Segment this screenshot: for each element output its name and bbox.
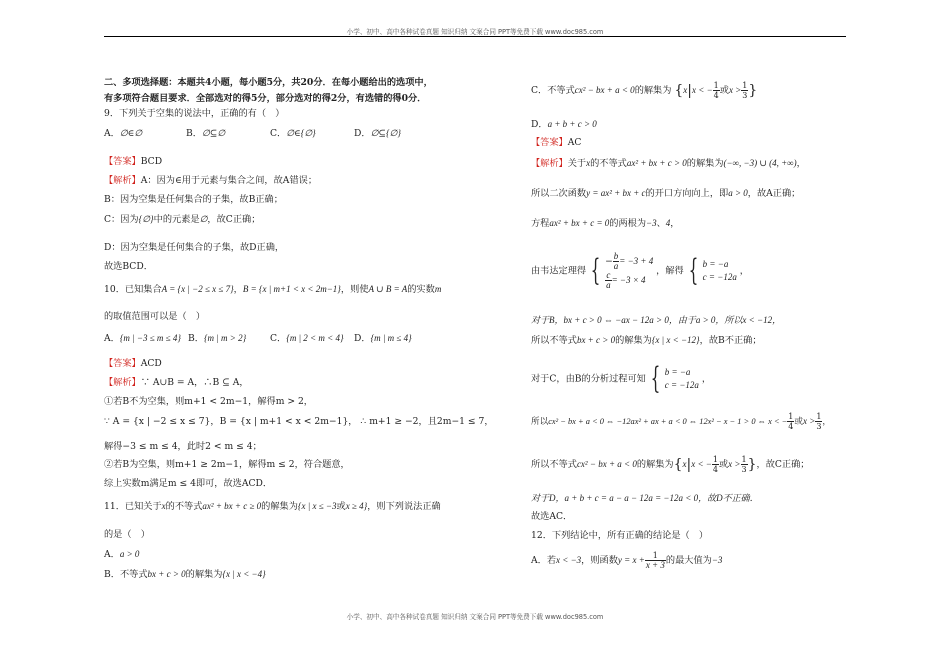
- q11-exp-3b: ax² + bx + c = 0: [549, 218, 610, 228]
- q11-exp-9-frac-2: $\frac{1}{3}$: [741, 455, 747, 474]
- q11-exp-8-frac-2: $\frac{1}{3}$: [816, 412, 822, 431]
- q11-var-x: x: [161, 501, 166, 511]
- q11-option-c-gt: x >: [728, 85, 742, 95]
- q9-explanation-3d: ∅: [199, 214, 208, 224]
- q10-cond: A ∪ B = A: [368, 284, 408, 294]
- q9-option-b-label: B．: [186, 128, 202, 139]
- q11-exp-3c: 的两根为: [609, 218, 647, 229]
- q11-option-d-math: a + b + c > 0: [547, 119, 597, 129]
- q9-explanation-4: D：因为空集是任何集合的子集，故D正确，: [104, 242, 285, 253]
- q11-exp-4a: 由韦达定理得: [531, 265, 587, 277]
- q10-option-d-math: {m | m ≤ 4}: [370, 333, 412, 343]
- q11-exp-7b: ，: [701, 373, 712, 385]
- section-title-line-2: 有多项符合题目要求．全部选对的得5分，部分选对的得2分，有选错的得0分．: [104, 93, 427, 104]
- q9-option-a-math: ∅∈∅: [119, 128, 143, 138]
- q11-exp-9-frac-1: $\frac{1}{4}$: [712, 455, 718, 474]
- q10-set-b: B = {x | m+1 < x < 2m−1}: [242, 284, 341, 294]
- q10-set-a: A = {x | −2 ≤ x ≤ 7}: [161, 284, 234, 294]
- q11-option-b-label: B．不等式: [104, 569, 148, 580]
- q9-option-d-math: ∅⊆{∅}: [370, 128, 401, 138]
- q10-explanation-1: ∵ A∪B = A，∴B ⊆ A，: [140, 377, 249, 388]
- q11-exp-3f: 4: [665, 218, 671, 228]
- q12-option-a-end: 的最大值为: [665, 555, 712, 566]
- q10-explanation-4: 解得−3 ≤ m ≤ 4，此时2 < m ≤ 4；: [104, 441, 262, 452]
- q9-explanation-tag: 【解析】: [104, 175, 141, 186]
- q9-explanation-3c: 中的元素是: [153, 214, 200, 225]
- q9-answer: BCD: [140, 156, 163, 167]
- q9-option-c-label: C．: [270, 128, 287, 139]
- q11-stem-e: 的是（ ）: [104, 529, 150, 540]
- vieta-system: − $\frac{b}{a}$ = −3 + 4 $\frac{c}{a}$ = −3 × 4: [605, 251, 654, 290]
- q10-option-d-label: D．: [354, 333, 371, 344]
- q12-option-a-frac: $\frac{1}{x + 3}$: [645, 551, 665, 570]
- q12-stem: 12．下列结论中，所有正确的结论是（ ）: [531, 530, 709, 541]
- q12-option-a-value: −3: [711, 555, 723, 565]
- q11-answer: AC: [567, 137, 582, 148]
- q11-exp-1x: x: [586, 158, 591, 168]
- q11-sol-a: {x | x ≤ −3: [297, 501, 337, 511]
- q11-option-d-label: D．: [531, 119, 548, 130]
- q12-option-a-mid: ，则函数: [581, 555, 618, 566]
- solution-system: b = −a c = −12a: [702, 259, 737, 282]
- q11-option-c-label: C．不等式: [531, 85, 575, 96]
- q11-option-c-math: cx² − bx + a < 0: [574, 85, 635, 95]
- q11-conclusion: 故选AC．: [531, 511, 573, 522]
- q10-stem-a: 10．已知集合: [104, 284, 162, 295]
- q10-stem-b: ，则使: [340, 284, 369, 295]
- q11-exp-6e: ，故B不正确；: [699, 335, 762, 346]
- q11-option-c-mid: 的解集为: [634, 85, 672, 96]
- q10-sep: ，: [233, 284, 243, 295]
- q10-option-c-math: {m | 2 < m < 4}: [286, 333, 344, 343]
- q11-exp-3a: 方程: [531, 218, 550, 229]
- q9-explanation-3e: ，故C正确；: [207, 214, 261, 225]
- q11-exp-5: 对于B，bx + c > 0 ⇔ −ax − 12a > 0，由于a > 0，所以x < −12，: [531, 315, 782, 325]
- q11-exp-10: 对于D，a + b + c = a − a − 12a = −12a < 0，故D不正确．: [531, 493, 759, 503]
- q11-exp-2d: a > 0: [728, 188, 748, 198]
- q11-sol-or: 或: [336, 501, 346, 512]
- q12-option-a-cond: x < −3: [556, 555, 582, 565]
- q11-exp-7a: 对于C，由B的分析过程可知: [531, 373, 646, 385]
- q11-exp-7-system: b = −a c = −12a: [664, 367, 699, 390]
- q11-exp-6a: 所以不等式: [531, 335, 577, 346]
- q11-exp-1a: 关于: [567, 158, 587, 169]
- q10-explanation-2: ①若B不为空集，则m+1 < 2m−1，解得m > 2，: [104, 396, 313, 407]
- q10-explanation-3e: 2m−1 ≤ 7，: [436, 416, 494, 427]
- q11-stem-c: 的解集为: [261, 501, 298, 512]
- q11-ineq: ax² + bx + c ≥ 0: [202, 501, 262, 511]
- q11-exp-6b: bx + c > 0: [576, 335, 616, 345]
- q11-option-a-label: A．: [104, 549, 120, 560]
- q11-option-b-math: bx + c > 0: [147, 569, 186, 579]
- q11-stem-a: 11．已知关于: [104, 501, 162, 512]
- q11-option-c-or: 或: [719, 85, 729, 96]
- q11-exp-1b: 的不等式: [590, 158, 627, 169]
- q9-explanation-1: A：因为∈用于元素与集合之间，故A错误；: [140, 175, 318, 186]
- q11-exp-6d: {x | x < −12}: [651, 335, 700, 345]
- q11-exp-1d: 的解集为: [686, 158, 724, 169]
- q11-exp-1f: ，: [796, 158, 806, 169]
- q11-exp-2c: 的开口方向向上，即: [645, 188, 729, 199]
- q11-exp-8e: ，: [822, 417, 832, 427]
- q11-exp-9e: ，故C正确；: [756, 459, 810, 470]
- q10-answer: ACD: [140, 358, 162, 369]
- q9-option-b-math: ∅⊆∅: [201, 128, 226, 138]
- q11-exp-9c: 的解集为: [636, 459, 674, 470]
- q9-stem: 9．下列关于空集的说法中，正确的有（ ）: [104, 108, 285, 119]
- q11-explanation-tag: 【解析】: [531, 158, 568, 169]
- q11-exp-4b: ，解得: [656, 265, 684, 277]
- q9-option-a-label: A．: [104, 128, 120, 139]
- q11-option-c-lt: x < −: [692, 85, 713, 95]
- q11-exp-4c: ，: [739, 265, 749, 277]
- q12-option-a-func: y = x +: [617, 555, 645, 565]
- q11-exp-3d: −3: [646, 218, 657, 228]
- q11-option-b-mid: 的解集为: [185, 569, 223, 580]
- q11-answer-tag: 【答案】: [531, 137, 568, 148]
- q10-explanation-5: ②若B为空集，则m+1 ≥ 2m−1，解得m ≤ 2，符合题意，: [104, 459, 350, 470]
- q10-stem-c: 的实数: [407, 284, 435, 295]
- right-column: C．不等式cx² − bx + a < 0的解集为 {x|x < − $\frac{1}{4}$ 或x > $\frac{1}{3}$ } D．a + b + c > 0 【答案】AC 【解析】关于x的不等式ax² + bx + c > 0的解集为(−∞, −3) ∪ (4, +∞)， 所以二次函数y = ax² + bx + c的开口方向向上，即a > 0，故A正确； 方程ax² + bx + c = 0的两根为−3、4， 由韦达定理得 { − $\frac{b}{a}$ = −3 + 4 $\frac{c}{a}$ = −3 × 4 ，解得 { b = −a c = −12a ， 对于B，bx + c > 0 ⇔ −ax − 12a > 0，由于a > 0，所以x < −12， 所以不等式bx + c > 0的解集为{x | x < −12}，故B不正确； 对于C，由B的分析过程可知 { b = −a c = −12a ， 所以cx² − bx + a < 0 ⇔ −12ax² + ax + a < 0 ⇔ 12x² − x − 1 > 0 ⇔ x < − $\frac{1}{4}$ 或x > $\frac{1}{3}$ ， 所以不等式cx² − bx + a < 0的解集为{x|x < − $\frac{1}{4}$ 或x > $\frac{1}{3}$ }，故C正确； 对于D，a + b + c = a − a − 12a = −12a < 0，故D不正确． 故选AC． 12．下列结论中，所有正确的结论是（ ） A．若x < −3，则函数y = x + $\frac{1}{x + 3}$ 的最大值为−3: [531, 81, 832, 570]
- q11-exp-8d: x >: [803, 416, 816, 426]
- q11-exp-3g: ，: [670, 218, 680, 229]
- q10-option-b-math: {m | m > 2}: [203, 333, 247, 343]
- q11-exp-1c: ax² + bx + c > 0: [626, 158, 687, 168]
- q11-exp-6c: 的解集为: [615, 335, 652, 346]
- q11-exp-9-lt: x < −: [691, 459, 712, 469]
- page-header: 小学、初中、高中各种试卷真题 知识归纳 文案合同 PPT等免费下载 www.doc985.com: [346, 28, 604, 36]
- q11-exp-1e: (−∞, −3) ∪ (4, +∞): [723, 158, 797, 168]
- q12-option-a-label: A．若: [531, 555, 557, 566]
- q10-answer-tag: 【答案】: [104, 358, 141, 369]
- q11-option-c-frac-1: $\frac{1}{4}$: [713, 81, 719, 100]
- q11-exp-9a: 所以不等式: [531, 459, 577, 470]
- q10-option-b-label: B．: [188, 333, 204, 344]
- q11-exp-8c: 或: [794, 417, 803, 427]
- q10-stem-d: 的取值范围可以是（ ）: [104, 311, 206, 322]
- section-title-line-1: 二、多项选择题：本题共4小题，每小题5分，共20分．在每小题给出的选项中，: [104, 77, 433, 88]
- q11-exp-8-frac-1: $\frac{1}{4}$: [788, 412, 794, 431]
- q11-exp-9b: cx² − bx + a < 0: [576, 459, 637, 469]
- q10-option-a-label: A．: [104, 333, 120, 344]
- q11-stem-d: ，则下列说法正确: [367, 501, 441, 512]
- q11-stem-b: 的不等式: [165, 501, 203, 512]
- q10-explanation-3b: B = {x | m+1 < x < 2m−1}，: [219, 416, 358, 427]
- q9-explanation-2: B：因为空集是任何集合的子集，故B正确；: [104, 194, 283, 205]
- q10-explanation-3c: ∴ m+1 ≥ −2，: [360, 416, 428, 427]
- q11-exp-8a: 所以: [531, 417, 549, 427]
- q11-exp-3e: 、: [656, 218, 666, 229]
- q11-exp-2e: ，故A正确；: [747, 188, 801, 199]
- q10-explanation-tag: 【解析】: [104, 377, 141, 388]
- q9-explanation-3b: {∅}: [138, 214, 154, 224]
- q11-exp-9-gt: x >: [728, 459, 741, 469]
- q10-explanation-6: 综上实数m满足m ≤ 4即可，故选ACD．: [104, 478, 273, 489]
- q9-explanation-3a: C：因为: [104, 214, 139, 225]
- q9-conclusion: 故选BCD．: [104, 261, 153, 272]
- q11-option-a-math: a > 0: [119, 549, 140, 559]
- q10-explanation-3a: ∵ A = {x | −2 ≤ x ≤ 7}，: [104, 416, 220, 427]
- q11-option-c-sol-x: x: [683, 85, 688, 95]
- q11-exp-2b: y = ax² + bx + c: [586, 188, 646, 198]
- q11-sol-b: x ≥ 4}: [345, 501, 368, 511]
- q10-option-c-label: C．: [270, 333, 287, 344]
- q10-explanation-3d: 且: [427, 416, 437, 427]
- q11-exp-9-or: 或: [718, 459, 729, 470]
- q10-option-a-math: {m | −3 ≤ m ≤ 4}: [119, 333, 181, 343]
- page-footer: 小学、初中、高中各种试卷真题 知识归纳 文案合同 PPT等免费下载 www.doc985.com: [346, 613, 604, 621]
- q11-exp-8b: cx² − bx + a < 0 ⇔ −12ax² + ax + a < 0 ⇔ 12x² − x − 1 > 0 ⇔ x < −: [548, 417, 788, 426]
- q11-exp-2a: 所以二次函数: [531, 188, 587, 199]
- q10-var-m: m: [434, 284, 442, 294]
- q11-option-b-solution: {x | x < −4}: [222, 569, 266, 579]
- q9-answer-tag: 【答案】: [104, 156, 141, 167]
- q11-option-c-frac-2: $\frac{1}{3}$: [742, 81, 748, 100]
- q9-option-d-label: D．: [354, 128, 371, 139]
- q9-option-c-math: ∅∈{∅}: [286, 128, 316, 138]
